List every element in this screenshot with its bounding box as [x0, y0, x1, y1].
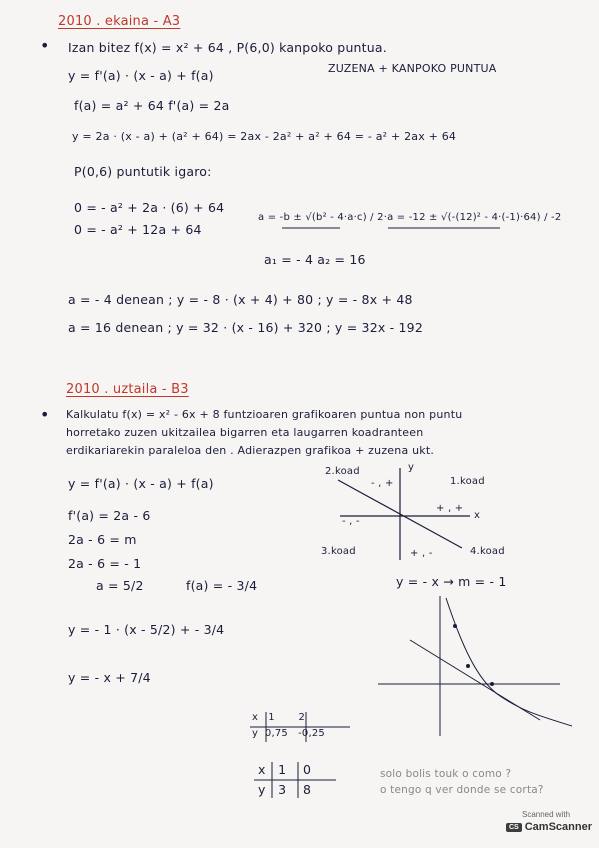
p2-line-7: y = - 1 · (x - 5/2) + - 3/4 [68, 622, 225, 637]
badge-caption: Scanned with [521, 810, 571, 819]
table1-row-x: x 1 2 [252, 712, 306, 723]
p1-side-note: ZUZENA + KANPOKO PUNTUA [328, 62, 497, 75]
quadrant-4-label: 4.koad [470, 546, 505, 557]
p2-line-8: y = - x + 7/4 [68, 670, 151, 685]
sign-label-q4: + , - [410, 548, 433, 559]
p1-line-9: a = - 4 denean ; y = - 8 · (x + 4) + 80 ; y = - 8x + 48 [68, 292, 413, 307]
gray-note-2: o tengo q ver donde se corta? [380, 784, 544, 796]
x-axis-label: x [474, 510, 481, 521]
y-axis-label: y [408, 462, 415, 473]
problem1-heading: 2010 . ekaina - A3 [58, 14, 181, 29]
bullet-icon: • [40, 405, 50, 424]
point-marker [490, 682, 494, 686]
p1-line-3: y = 2a · (x - a) + (a² + 64) = 2ax - 2a² + a² + 64 = - a² + 2ax + 64 [72, 130, 457, 143]
p2-line-2: f'(a) = 2a - 6 [68, 508, 151, 523]
table2-row-y: y 3 8 [258, 782, 312, 797]
p1-quadratic-formula: a = -b ± √(b² - 4·a·c) / 2·a = -12 ± √(-(12)² - 4·(-1)·64) / -2 [258, 212, 562, 223]
tangent-line [410, 640, 540, 720]
camscanner-logo-icon: CS [506, 823, 522, 832]
point-marker [466, 664, 470, 668]
bullet-icon: • [40, 36, 50, 55]
p1-line-6: 0 = - a² + 12a + 64 [74, 222, 202, 237]
p1-line-2: f(a) = a² + 64 f'(a) = 2a [74, 98, 230, 113]
slope-note: y = - x → m = - 1 [396, 574, 507, 589]
sign-label-q1: + , + [436, 503, 464, 514]
quadrant-3-label: 3.koad [321, 546, 356, 557]
problem1-statement: Izan bitez f(x) = x² + 64 , P(6,0) kanpoko puntua. [68, 40, 387, 55]
p1-line-5: 0 = - a² + 2a · (6) + 64 [74, 200, 225, 215]
p2-line-1: y = f'(a) · (x - a) + f(a) [68, 476, 214, 491]
sign-label-q2: - , + [371, 478, 394, 489]
camscanner-badge [506, 810, 592, 838]
p1-line-4: P(0,6) puntutik igaro: [74, 164, 212, 179]
p2-line-5: a = 5/2 [96, 578, 144, 593]
quadrant-2-label: 2.koad [325, 466, 360, 477]
p2-line-4: 2a - 6 = - 1 [68, 556, 142, 571]
p2-line-3: 2a - 6 = m [68, 532, 137, 547]
table2-row-x: x 1 0 [258, 762, 312, 777]
gray-note-1: solo bolis touk o como ? [380, 768, 512, 780]
parabola-curve [446, 598, 572, 726]
badge-brand: CamScanner [524, 821, 592, 833]
p1-roots: a₁ = - 4 a₂ = 16 [264, 252, 366, 267]
p2-statement-1: Kalkulatu f(x) = x² - 6x + 8 funtzioaren grafikoaren puntua non puntu [66, 408, 463, 421]
quadrant-1-label: 1.koad [450, 476, 485, 487]
problem2-heading: 2010 . uztaila - B3 [66, 382, 189, 397]
table1-row-y: y 0,75 -0,25 [252, 728, 325, 739]
p2-statement-3: erdikariarekin paraleloa den . Adierazpen grafikoa + zuzena ukt. [66, 444, 435, 457]
p2-statement-2: horretako zuzen ukitzailea bigarren eta laugarren koadranteen [66, 426, 424, 439]
p1-line-10: a = 16 denean ; y = 32 · (x - 16) + 320 ; y = 32x - 192 [68, 320, 423, 335]
sign-label-q3: - , - [342, 516, 360, 527]
p1-line-1: y = f'(a) · (x - a) + f(a) [68, 68, 214, 83]
point-marker [453, 624, 457, 628]
p2-line-6: f(a) = - 3/4 [186, 578, 258, 593]
